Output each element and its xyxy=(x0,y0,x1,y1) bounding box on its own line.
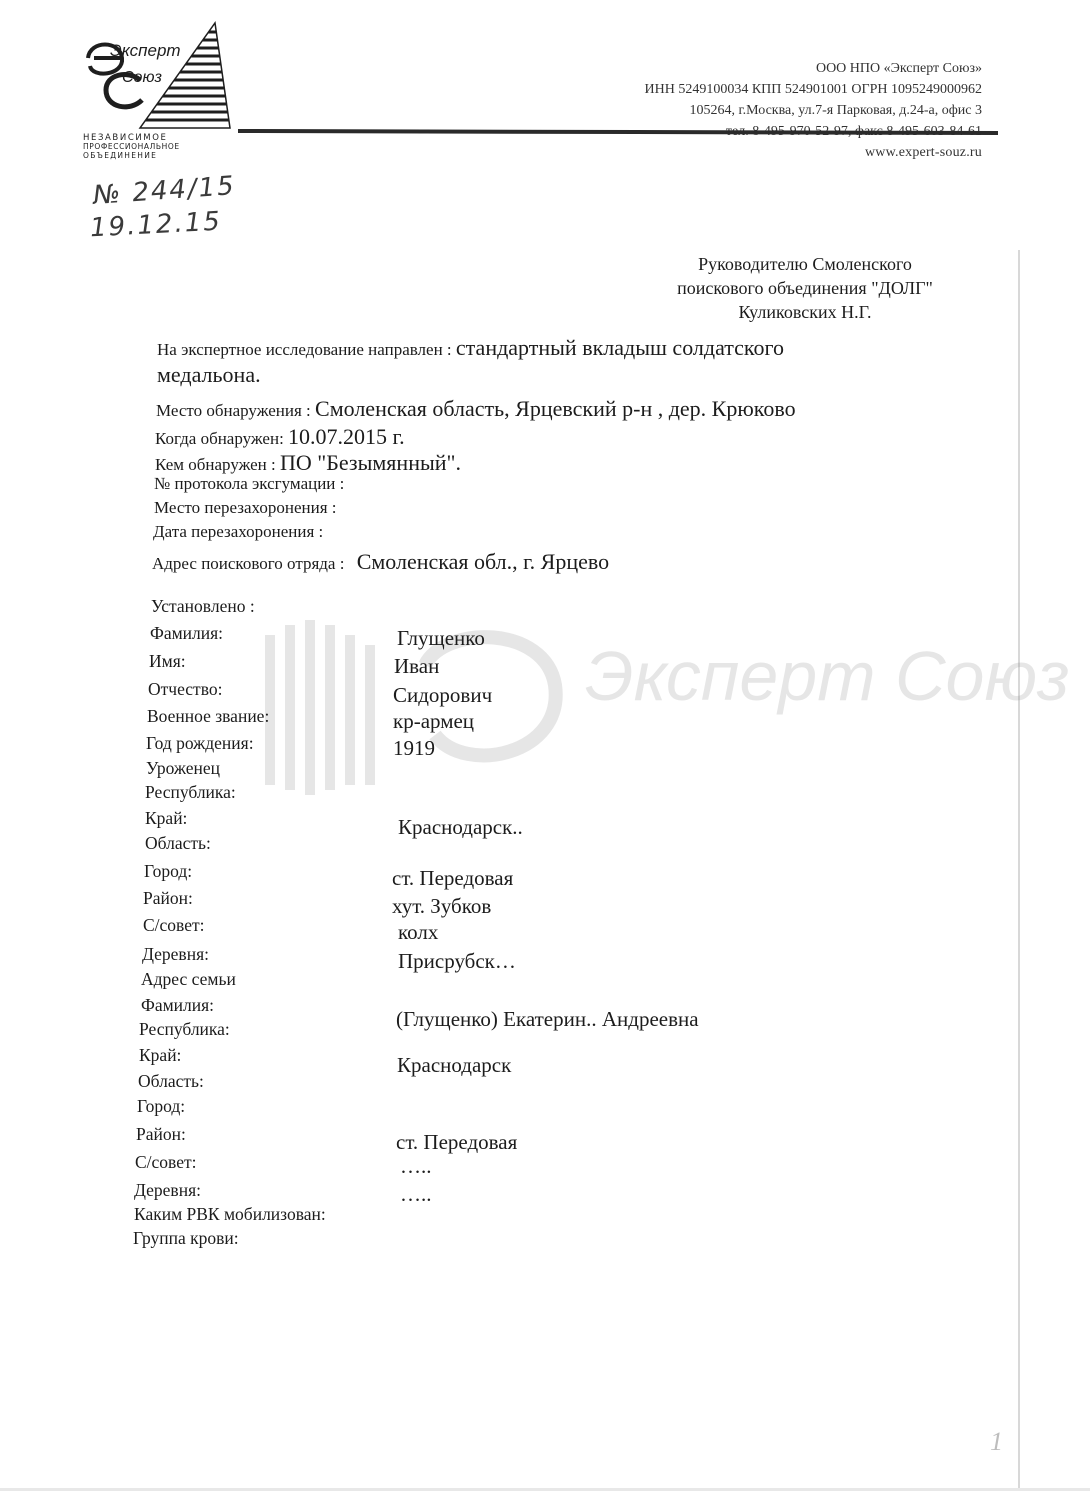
place-label: Место обнаружения : xyxy=(156,401,311,420)
family-village-value: ….. xyxy=(400,1182,432,1206)
district-label: Район: xyxy=(143,888,193,908)
handwritten-number: № 244/15 xyxy=(92,171,237,211)
patronymic-value: Сидорович xyxy=(393,683,493,707)
family-title: Адрес семьи xyxy=(141,969,236,989)
sent-value-continued: медальона. xyxy=(157,362,261,387)
logo-tagline-2: ПРОФЕССИОНАЛЬНОЕ xyxy=(83,142,180,151)
addressee-line-1: Руководителю Смоленского xyxy=(698,254,912,274)
when-label: Когда обнаружен: xyxy=(155,429,284,448)
city-value: ст. Передовая xyxy=(392,866,514,890)
name-value: Иван xyxy=(394,654,440,678)
by-value: ПО "Безымянный". xyxy=(279,450,462,475)
family-krai-value: Краснодарск xyxy=(397,1053,512,1077)
header-divider xyxy=(238,129,998,135)
place-value: Смоленская область, Ярцевский р-н , дер. Крюково xyxy=(315,396,796,421)
addressee-line-3: Куликовских Н.Г. xyxy=(738,302,872,322)
company-registration: ИНН 5249100034 КПП 524901001 ОГРН 1095249000962 xyxy=(644,82,982,97)
native-label: Уроженец xyxy=(146,758,221,778)
blood-label: Группа крови: xyxy=(133,1228,239,1248)
team-address-label: Адрес поискового отряда : xyxy=(152,554,345,573)
rvk-label: Каким РВК мобилизован: xyxy=(134,1204,326,1224)
addressee-block xyxy=(640,252,970,324)
addressee-line-2: поискового объединения "ДОЛГ" xyxy=(677,278,933,298)
name-label: Имя: xyxy=(149,651,186,671)
watermark-text: Эксперт Союз xyxy=(585,637,1070,715)
family-surname-label: Фамилия: xyxy=(141,995,215,1015)
surname-label: Фамилия: xyxy=(150,623,224,643)
logo-tagline-1: НЕЗАВИСИМОЕ xyxy=(83,133,168,143)
council-label: С/совет: xyxy=(143,915,205,935)
krai-value: Краснодарск.. xyxy=(398,815,523,839)
team-address-value: Смоленская обл., г. Ярцево xyxy=(356,549,610,574)
logo-word-2: Союз xyxy=(122,69,162,86)
republic-label: Республика: xyxy=(145,782,236,802)
sent-label: На экспертное исследование направлен : xyxy=(157,340,452,359)
when-row xyxy=(155,424,405,450)
company-details xyxy=(645,58,983,163)
established-title: Установлено : xyxy=(151,596,255,616)
krai-label: Край: xyxy=(145,808,188,828)
family-oblast-label: Область: xyxy=(138,1071,204,1091)
protocol-label: № протокола эксгумации : xyxy=(154,474,345,493)
birth-value: 1919 xyxy=(393,736,435,760)
birth-label: Год рождения: xyxy=(146,733,254,753)
page-number: 1 xyxy=(990,1427,1003,1456)
family-republic-label: Республика: xyxy=(139,1019,230,1039)
logo-tagline-3: ОБЪЕДИНЕНИЕ xyxy=(83,151,158,160)
company-address: 105264, г.Москва, ул.7-я Парковая, д.24-а, офис 3 xyxy=(689,103,982,118)
logo-word-1: Эксперт xyxy=(110,41,181,60)
patronymic-label: Отчество: xyxy=(148,679,223,699)
family-village-label: Деревня: xyxy=(134,1180,201,1200)
company-logo xyxy=(80,18,240,160)
family-district-label: Район: xyxy=(136,1124,186,1144)
when-value: 10.07.2015 г. xyxy=(288,424,405,449)
sent-row xyxy=(157,335,784,361)
family-krai-label: Край: xyxy=(139,1045,182,1065)
family-council-label: С/совет: xyxy=(135,1152,197,1172)
rank-label: Военное звание: xyxy=(147,706,270,726)
reburial-place-label: Место перезахоронения : xyxy=(154,498,337,517)
family-district-value: ст. Передовая xyxy=(396,1130,518,1154)
village-label: Деревня: xyxy=(142,944,209,964)
district-value: хут. Зубков xyxy=(392,894,492,918)
oblast-label: Область: xyxy=(145,833,211,853)
by-row xyxy=(155,450,461,476)
scan-edge xyxy=(1018,250,1020,1490)
company-website: www.expert-souz.ru xyxy=(865,145,982,160)
rank-value: кр-армец xyxy=(393,709,475,733)
surname-value: Глущенко xyxy=(397,626,485,650)
watermark-logo xyxy=(255,605,1070,815)
sent-value: стандартный вкладыш солдатского xyxy=(455,335,784,360)
scan-edge-bottom xyxy=(0,1488,1090,1491)
family-council-value: ….. xyxy=(400,1154,432,1178)
city-label: Город: xyxy=(144,861,193,881)
handwritten-date: 19.12.15 xyxy=(89,206,223,244)
family-city-label: Город: xyxy=(137,1096,186,1116)
council-value: колх xyxy=(398,920,439,944)
family-surname-value: (Глущенко) Екатерин.. Андреевна xyxy=(396,1007,699,1031)
reburial-date-label: Дата перезахоронения : xyxy=(153,522,324,541)
place-row xyxy=(156,396,796,422)
village-value: Присрубск… xyxy=(398,949,516,973)
team-address-row xyxy=(152,549,609,575)
by-label: Кем обнаружен : xyxy=(155,455,276,474)
company-name: ООО НПО «Эксперт Союз» xyxy=(815,61,982,76)
